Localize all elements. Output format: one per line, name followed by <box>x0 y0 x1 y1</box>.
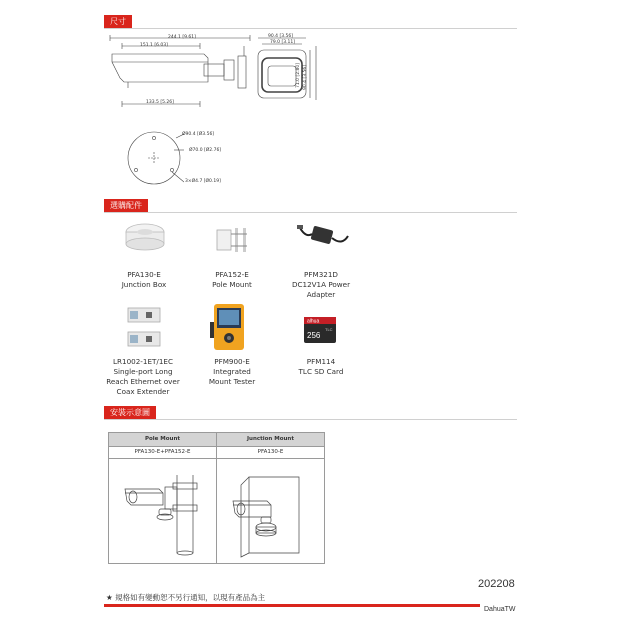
table-column-divider <box>216 458 217 563</box>
junction-box-image <box>124 222 166 252</box>
dim-height-b: 90.4 [3.56] <box>303 65 308 90</box>
dim-front-width-outer: 90.4 [3.56] <box>268 34 293 39</box>
power-adapter-image <box>296 222 350 250</box>
accessory-desc: DC12V1A Power Adapter <box>291 280 351 299</box>
accessory-model: PFM114 <box>306 357 336 366</box>
pole-mount-illustration <box>119 473 209 558</box>
accessory-desc: Single-port Long Reach Ethernet over Coax Extender <box>106 367 180 396</box>
dim-base-diameter: Ø90.4 [Ø3.56] <box>182 132 215 137</box>
accessory-model: PFM321D <box>304 270 338 279</box>
pole-mount-image <box>213 226 251 254</box>
dim-hole-circle: Ø70.0 [Ø2.76] <box>189 148 222 153</box>
accessory-model: PFA130-E <box>127 270 161 279</box>
accessory-desc: Integrated Mount Tester <box>208 367 256 386</box>
dim-total-length: 244.1 [9.61] <box>168 35 196 40</box>
dim-height-a: 71.0 [2.80] <box>296 63 301 88</box>
brand-name: DahuaTW <box>484 606 516 613</box>
section-tag-installation: 安裝示意圖 <box>104 406 156 419</box>
table-cell-junction-mount: PFA130-E <box>217 446 324 459</box>
accessory-label-coax-extender <box>97 357 189 397</box>
coax-extender-image <box>122 306 168 350</box>
accessory-model: PFM900-E <box>214 357 250 366</box>
section-divider-dimensions <box>104 28 517 29</box>
dim-hole-size: 3×Ø4.7 [Ø0.19] <box>185 179 221 184</box>
footnote: ★ 規格如有變動恕不另行通知，以現有產品為主 <box>106 593 266 602</box>
installation-table <box>108 432 325 564</box>
section-tag-dimensions: 尺寸 <box>104 15 132 28</box>
table-cell-pole-mount: PFA130-E+PFA152-E <box>109 446 217 459</box>
accessory-desc: Pole Mount <box>212 280 252 289</box>
accessory-label-power-adapter <box>276 270 366 300</box>
section-tag-accessories: 選購配件 <box>104 199 148 212</box>
mount-tester-image <box>206 302 252 354</box>
section-divider-installation <box>104 419 517 420</box>
accessory-desc: TLC SD Card <box>298 367 344 376</box>
sd-card-image <box>303 316 337 344</box>
sd-card-tag: TLC <box>325 327 333 332</box>
table-header-junction-mount: Junction Mount <box>217 433 324 446</box>
accessory-label-pole-mount <box>187 270 277 290</box>
base-plate-drawing <box>124 128 184 188</box>
accessory-model: PFA152-E <box>215 270 249 279</box>
table-header-pole-mount: Pole Mount <box>109 433 217 446</box>
accessory-desc: Junction Box <box>121 280 167 289</box>
section-divider-accessories <box>104 212 517 213</box>
sd-card-capacity: 256 <box>307 331 321 340</box>
junction-mount-illustration <box>227 473 317 558</box>
publication-date: 202208 <box>478 578 515 590</box>
dim-front-length: 151.1 [6.03] <box>140 43 168 48</box>
accessory-label-mount-tester <box>187 357 277 387</box>
dim-bottom-length: 133.5 [5.26] <box>146 100 174 105</box>
sd-card-brand: alhua <box>307 318 320 325</box>
accessory-model: LR1002-1ET/1EC <box>113 357 173 366</box>
footer-red-bar <box>104 604 480 607</box>
accessory-label-junction-box <box>99 270 189 290</box>
accessory-label-sd-card <box>276 357 366 377</box>
dim-front-width-inner: 79.0 [3.11] <box>270 40 295 45</box>
